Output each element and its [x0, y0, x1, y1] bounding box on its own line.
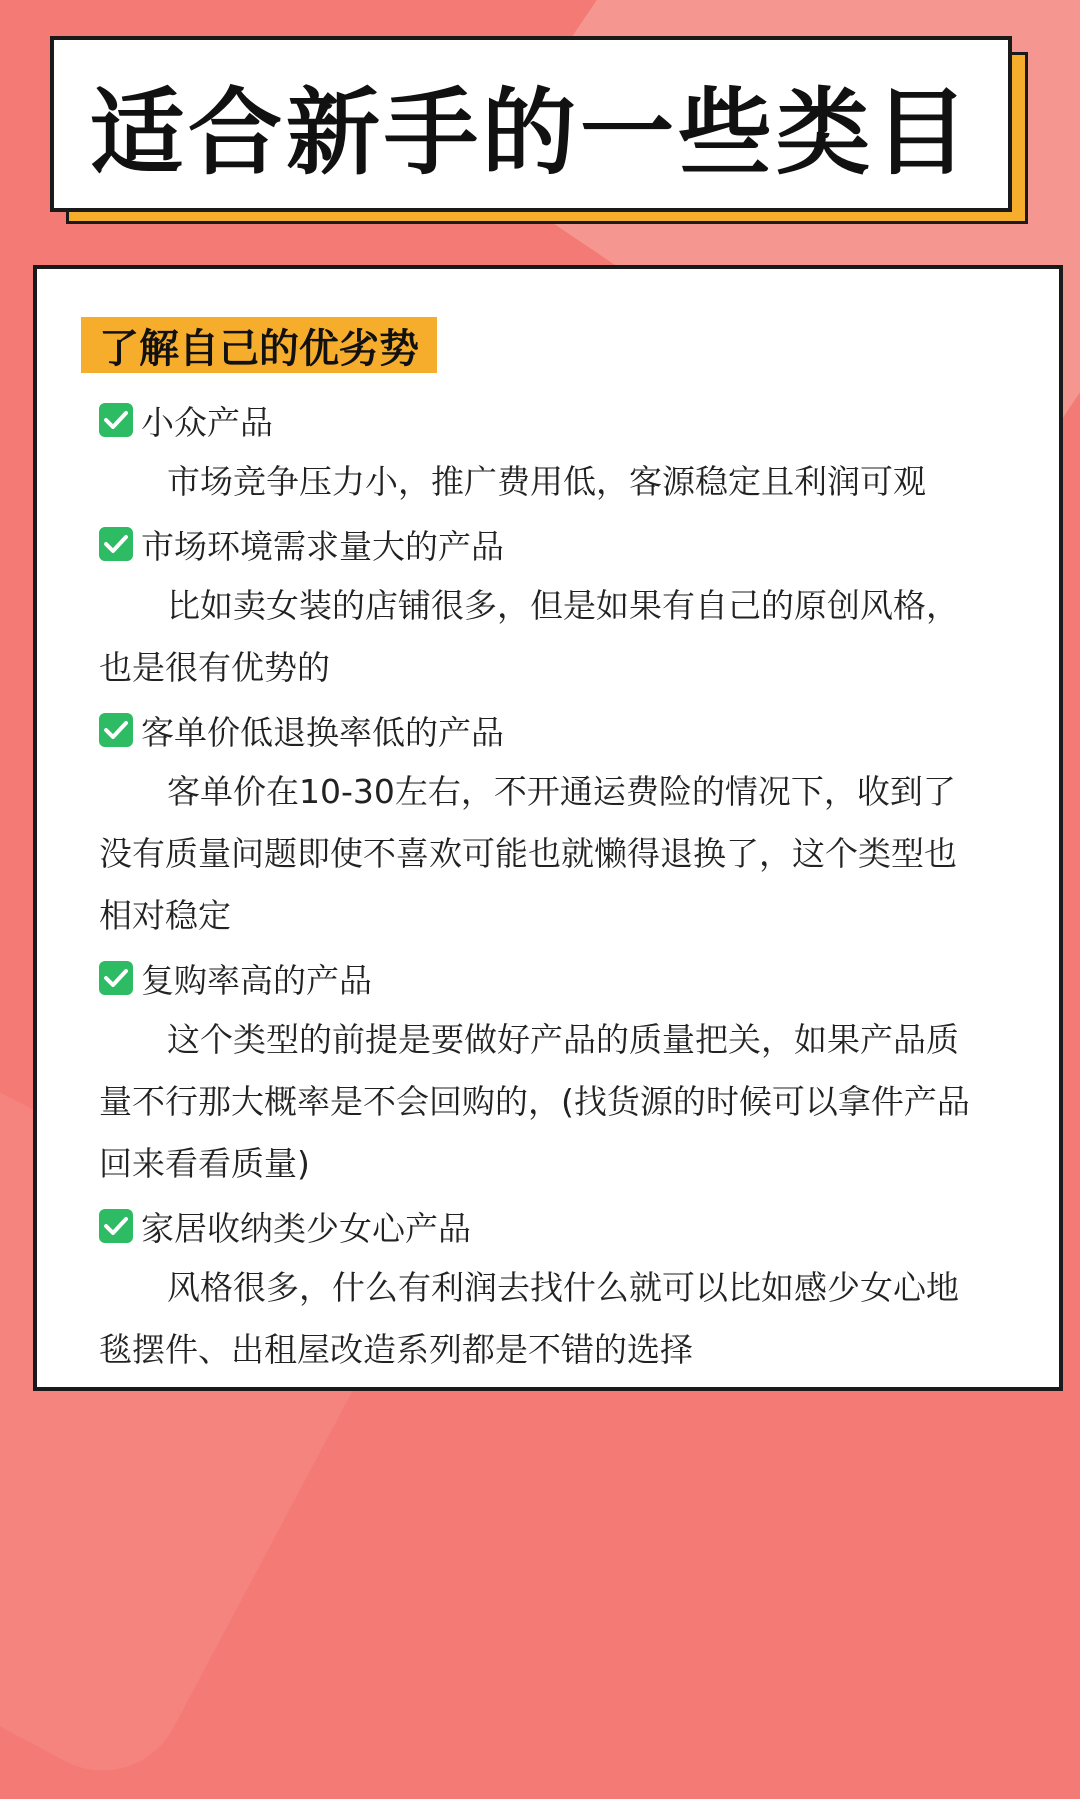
title-banner: [50, 36, 1012, 212]
item-description: 风格很多，什么有利润去找什么就可以比如感少女心地毯摆件、出租屋改造系列都是不错的选择: [99, 1268, 959, 1369]
item-description: 比如卖女装的店铺很多，但是如果有自己的原创风格，也是很有优势的: [99, 586, 959, 687]
item-description: 客单价在10-30左右，不开通运费险的情况下，收到了没有质量问题即使不喜欢可能也就懒得退换了，这个类型也相对稳定: [99, 772, 957, 935]
list-item: [99, 947, 979, 1195]
item-title-row: [99, 513, 979, 575]
item-title: 市场环境需求量大的产品: [141, 526, 504, 566]
item-title-row: [99, 947, 979, 1009]
check-mark-icon: [99, 713, 133, 747]
check-mark-icon: [99, 403, 133, 437]
list-item: [99, 1195, 979, 1381]
item-description: 市场竞争压力小，推广费用低，客源稳定且利润可观: [167, 462, 926, 501]
item-list: [99, 389, 979, 1381]
check-mark-icon: [99, 1209, 133, 1243]
section-heading-text: 了解自己的优劣势: [99, 325, 419, 372]
item-description: 这个类型的前提是要做好产品的质量把关，如果产品质量不行那大概率是不会回购的，(找货源的时候可以拿件产品回来看看质量): [99, 1020, 970, 1183]
item-title: 家居收纳类少女心产品: [141, 1208, 471, 1248]
content-card: [33, 265, 1063, 1391]
check-mark-icon: [99, 961, 133, 995]
check-mark-icon: [99, 527, 133, 561]
list-item: [99, 513, 979, 699]
item-title: 复购率高的产品: [141, 960, 372, 1000]
list-item: [99, 699, 979, 947]
item-title: 客单价低退换率低的产品: [141, 712, 504, 752]
item-title: 小众产品: [141, 402, 273, 442]
item-title-row: [99, 699, 979, 761]
page-title: 适合新手的一些类目: [89, 78, 972, 188]
item-title-row: [99, 389, 979, 451]
section-heading: [81, 317, 437, 373]
list-item: [99, 389, 979, 513]
item-title-row: [99, 1195, 979, 1257]
